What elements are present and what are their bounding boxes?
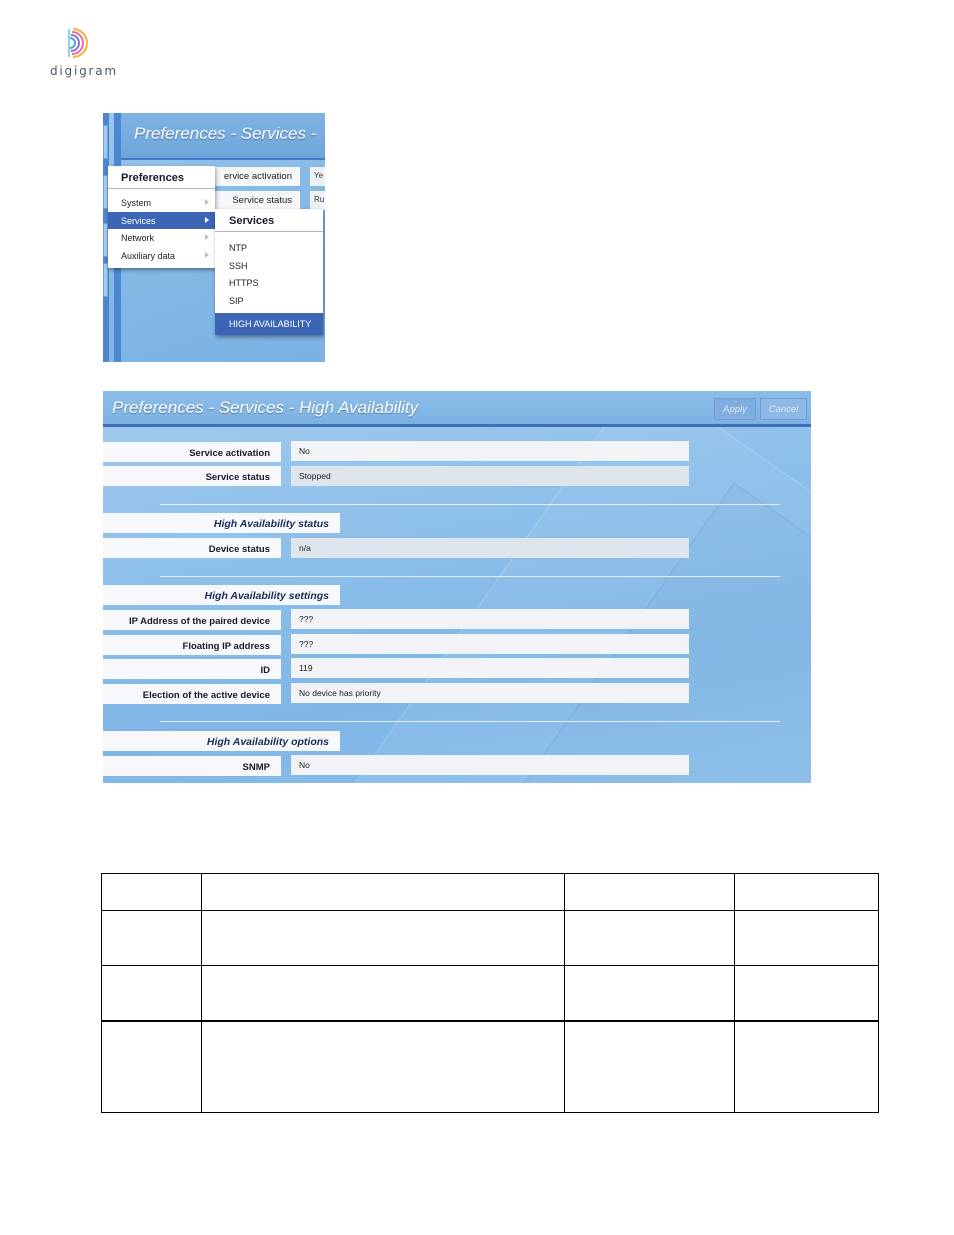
digigram-logo <box>48 26 118 80</box>
submenu-item-sip[interactable]: SIP <box>229 295 244 306</box>
election-select[interactable]: No device has priority <box>291 683 689 703</box>
table-cell <box>102 874 202 911</box>
table-cell <box>565 874 735 911</box>
id-input[interactable]: 119 <box>291 658 689 678</box>
paired-ip-label: IP Address of the paired device <box>103 610 281 630</box>
service-status-label: Service status <box>103 466 281 486</box>
table-cell <box>202 966 565 1021</box>
snmp-label: SNMP <box>103 756 281 776</box>
preferences-menu <box>108 166 215 268</box>
paired-ip-input[interactable]: ??? <box>291 609 689 629</box>
menu-item-label: Services <box>121 215 156 226</box>
submenu-header: Services <box>215 209 323 232</box>
submenu-item-ntp[interactable]: NTP <box>229 243 247 253</box>
title-bar <box>103 391 811 427</box>
left-tab-stub <box>103 125 108 159</box>
service-activation-value: Ye <box>310 167 325 186</box>
table-cell <box>565 966 735 1021</box>
title-bar <box>121 113 325 160</box>
table-cell <box>202 1021 565 1113</box>
menu-item-system[interactable] <box>108 194 215 212</box>
menu-header: Preferences <box>108 166 215 189</box>
id-label: ID <box>103 659 281 679</box>
service-activation-label: Service activation <box>103 442 281 462</box>
section-title-status: High Availability status <box>103 513 340 533</box>
floating-ip-input[interactable]: ??? <box>291 634 689 654</box>
table-row <box>102 1021 879 1113</box>
service-activation-label: ervice activation <box>203 167 300 186</box>
submenu-item-high-availability[interactable]: HIGH AVAILABILITY <box>215 313 323 335</box>
table-cell <box>102 966 202 1021</box>
left-tab-stub <box>103 263 108 297</box>
cancel-button[interactable]: Cancel <box>760 398 807 420</box>
document-table <box>101 873 879 1113</box>
submenu-item-https[interactable]: HTTPS <box>229 278 259 289</box>
submenu-item-ssh[interactable]: SSH <box>229 260 248 271</box>
section-divider <box>160 504 780 505</box>
digigram-logo-icon <box>64 26 98 60</box>
section-title-options: High Availability options <box>103 731 340 751</box>
table-cell <box>735 966 879 1021</box>
page-title: Preferences - Services - High Availability <box>112 398 419 417</box>
table-cell <box>565 911 735 966</box>
table-cell <box>735 911 879 966</box>
table-cell <box>735 874 879 911</box>
device-status-value: n/a <box>291 538 689 558</box>
table-row <box>102 911 879 966</box>
chevron-right-icon <box>205 199 209 205</box>
floating-ip-label: Floating IP address <box>103 635 281 655</box>
menu-item-auxiliary-data[interactable] <box>108 247 215 265</box>
menu-item-label: Auxiliary data <box>121 250 176 261</box>
table-cell <box>202 911 565 966</box>
chevron-right-icon <box>205 234 209 240</box>
table-cell <box>565 1021 735 1113</box>
chevron-right-icon <box>205 252 209 258</box>
table-cell <box>102 1021 202 1113</box>
services-submenu <box>215 209 323 335</box>
service-activation-select[interactable]: No <box>291 441 689 461</box>
service-status-value: Stopped <box>291 466 689 486</box>
snmp-select[interactable]: No <box>291 755 689 775</box>
table-row <box>102 966 879 1021</box>
page-title: Preferences - Services - <box>134 124 317 143</box>
apply-button[interactable]: Apply <box>714 398 756 420</box>
election-label: Election of the active device <box>103 684 281 704</box>
service-status-label: Service status <box>203 191 300 210</box>
table-cell <box>202 874 565 911</box>
table-cell <box>102 911 202 966</box>
section-title-settings: High Availability settings <box>103 585 340 605</box>
device-status-label: Device status <box>103 538 281 558</box>
table-row <box>102 874 879 911</box>
logo-text: digigram <box>50 64 118 78</box>
menu-item-label: Network <box>121 233 155 244</box>
section-divider <box>160 721 780 722</box>
menu-item-network[interactable] <box>108 229 215 247</box>
section-divider <box>160 576 780 577</box>
high-availability-screenshot <box>103 391 811 783</box>
service-status-value: Ru <box>310 191 325 210</box>
chevron-right-icon <box>205 217 209 223</box>
menu-screenshot <box>103 113 325 362</box>
menu-item-services[interactable] <box>108 212 215 230</box>
table-cell <box>735 1021 879 1113</box>
menu-item-label: System <box>121 198 152 208</box>
